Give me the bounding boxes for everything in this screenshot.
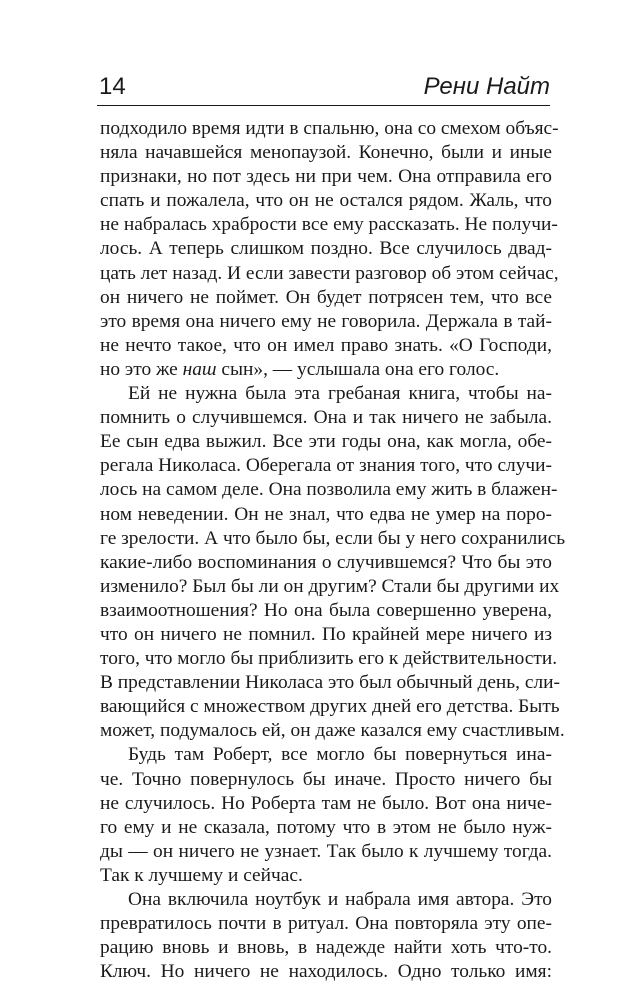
text-line: превратилось почти в ритуал. Она повторяла эту опе- xyxy=(100,913,552,935)
paragraph-2 xyxy=(100,382,566,743)
text-line: рацию вновь и вновь, в надежде найти хоть что-то. xyxy=(100,937,552,959)
text-line: признаки, но пот здесь ни при чем. Она отправила его xyxy=(100,166,552,188)
text-line: не набралась храбрости все ему рассказать. Не получи- xyxy=(100,214,558,236)
text-line: не нечто такое, что он имел право знать. «О Господи, xyxy=(100,334,552,356)
text-line: взаимоотношения? Но она была совершенно уверена, xyxy=(100,599,552,621)
text-line: Так к лучшему и сейчас. xyxy=(100,864,303,886)
paragraph-4 xyxy=(100,888,552,984)
text-line: ге зрелости. А что было бы, если бы у него сохранились xyxy=(100,527,566,549)
text-line: ды — он ничего не узнает. Так было к лучшему тогда. xyxy=(100,840,552,862)
emphasis-word: наш xyxy=(182,358,217,380)
text-line: цать лет назад. И если завести разговор об этом сейчас, xyxy=(100,262,559,284)
text-line: лось на самом деле. Она позволила ему жить в блажен- xyxy=(100,479,558,501)
text-line: он ничего не поймет. Он будет потрясен тем, что все xyxy=(100,286,552,308)
page-number: 14 xyxy=(99,73,126,100)
text-line: изменило? Был бы ли он другим? Стали бы другими их xyxy=(100,575,560,597)
text-line: го ему и не сказала, потому что в этом не было нуж- xyxy=(100,816,552,838)
text-line: че. Точно повернулось бы иначе. Просто ничего бы xyxy=(100,768,552,790)
header-rule xyxy=(97,105,550,106)
text-line: лось. А теперь слишком поздно. Все случилось двад- xyxy=(100,238,552,260)
text-line: В представлении Николаса это был обычный день, сли- xyxy=(100,672,560,694)
text-segment: сын», — услышала она его голос. xyxy=(216,358,500,380)
text-line: Ей не нужна была эта гребаная книга, чтобы на- xyxy=(128,383,552,405)
body-text xyxy=(100,117,566,984)
text-line: это время она ничего ему не говорила. Держала в тай- xyxy=(100,310,552,332)
text-line: помнить о случившемся. Она и так ничего не забыла. xyxy=(100,407,552,429)
text-segment: но это же xyxy=(100,358,183,380)
paragraph-1 xyxy=(100,117,559,382)
text-line: того, что могло бы приблизить его к действительности. xyxy=(100,648,558,670)
text-line: что он ничего не помнил. По крайней мере ничего из xyxy=(100,623,552,645)
text-line: регала Николаса. Оберегала от знания того, что случи- xyxy=(100,455,553,477)
text-line: ном неведении. Он не знал, что едва не умер на поро- xyxy=(100,503,552,525)
text-line: Ключ. Но ничего не находилось. Одно только имя: xyxy=(100,961,552,983)
text-line: Она включила ноутбук и набрала имя автора. Это xyxy=(128,889,552,910)
text-line: подходило время идти в спальню, она со смехом объяс- xyxy=(100,118,559,139)
paragraph-3 xyxy=(100,743,552,888)
text-line: Будь там Роберт, все могло бы повернуться ина- xyxy=(128,744,552,766)
text-line-with-emphasis xyxy=(100,358,552,382)
text-line: Ее сын едва выжил. Все эти годы она, как могла, обе- xyxy=(100,431,552,453)
running-head-author: Рени Найт xyxy=(423,73,550,100)
page-header xyxy=(97,70,550,106)
text-line: какие-либо воспоминания о случившемся? Что бы это xyxy=(100,551,552,573)
text-line: не случилось. Но Роберта там не было. Вот она ниче- xyxy=(100,792,552,814)
text-line: может, подумалось ей, он даже казался ему счастливым. xyxy=(100,720,565,742)
text-line: няла начавшейся менопаузой. Конечно, были и иные xyxy=(100,142,552,164)
text-line: спать и пожалела, что он не остался рядом. Жаль, что xyxy=(100,190,552,212)
text-line: вающийся с множеством других дней его детства. Быть xyxy=(100,696,560,718)
